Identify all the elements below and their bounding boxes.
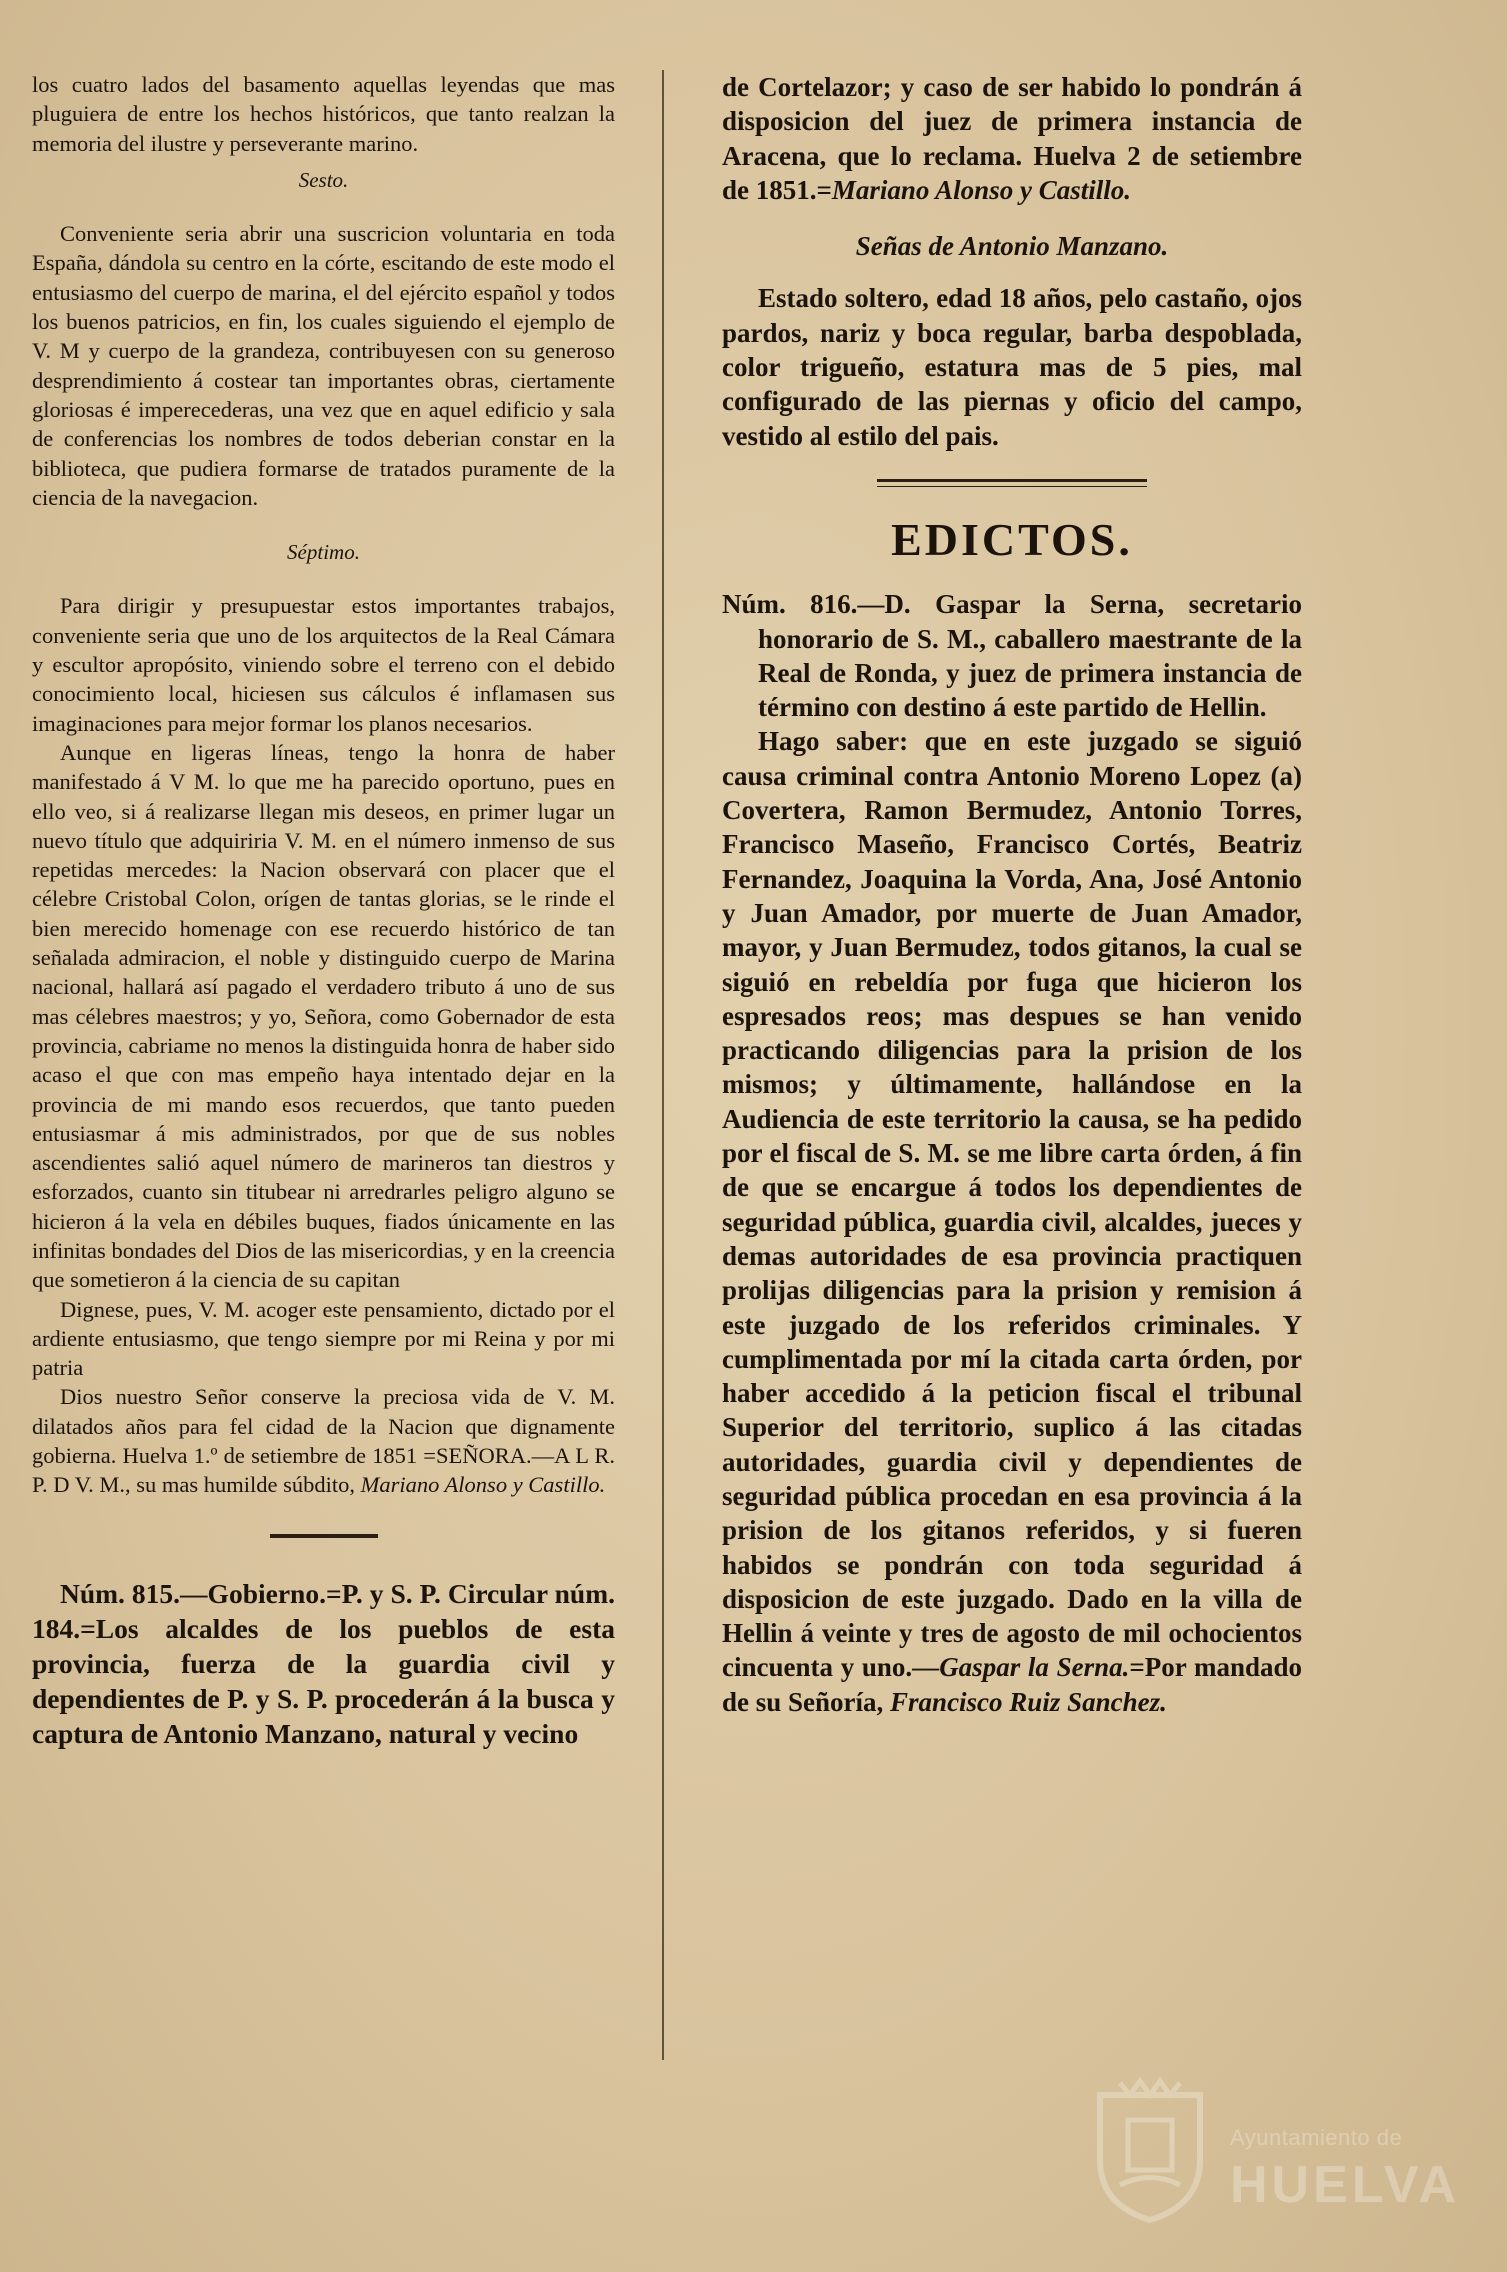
- notice-816-lead: Núm. 816.—: [722, 589, 885, 620]
- notice-815-body: Circular núm. 184.=Los alcaldes de los pueblos de esta provincia, fuerza de la guardia civil y dependientes de P. y S. P. procederán á la busca y captura de Antonio Manzano, natural y vecino: [32, 1577, 615, 1749]
- city-shield-icon: [1090, 2075, 1210, 2225]
- section-heading-sexto: Sesto.: [298, 167, 349, 192]
- closing-text: Dios nuestro Señor conserve la preciosa vida de V. M. dilatados años para fel cidad de la Nacion que dignamente gobierna. Huelva 1.º de setiembre de 1851 =SEÑORA.—A L R. P. D V. M., su mas humilde súbdito,: [32, 1384, 615, 1498]
- watermark-line1: Ayuntamiento de: [1230, 2125, 1403, 2150]
- watermark-line2: HUELVA: [1230, 2156, 1461, 2214]
- signature-mariano-right: Mariano Alonso y Castillo.: [831, 174, 1131, 205]
- left-column: [32, 70, 615, 1751]
- section-divider: [270, 1534, 378, 1538]
- notice-815: [32, 1576, 615, 1751]
- paragraph-hago-saber: [722, 724, 1302, 1719]
- paragraph-closing: [32, 1382, 615, 1499]
- double-divider: [877, 479, 1147, 487]
- notice-816-head: D. Gaspar la Serna, secretario honorario de S. M., caballero maestrante de la Real de Ronda, y juez de primera instancia de término con destino á este partido de Hellin.: [758, 589, 1302, 723]
- por-mandado-text: =Por mandado de su Señoría,: [722, 1652, 1303, 1717]
- cortelazor-text: de Cortelazor; y caso de ser habido lo pondrán á disposicion del juez de primera instancia de Aracena, que lo reclama. Huelva 2 de setiembre de 1851.=: [722, 72, 1302, 205]
- notice-815-lead: Núm. 815.—Gobierno.=P. y S. P.: [60, 1577, 441, 1609]
- column-divider: [662, 70, 664, 2060]
- section-heading-septimo: Séptimo.: [287, 540, 360, 565]
- paragraph-senas: Estado soltero, edad 18 años, pelo castaño, ojos pardos, nariz y boca regular, barba despoblada, color trigueño, estatura mas de 5 pies, mal configurado de las piernas y oficio del campo, vestido al estilo del pais.: [722, 283, 1302, 451]
- paragraph-dignese: Dignese, pues, V. M. acoger este pensamiento, dictado por el ardiente entusiasmo, que tengo siempre por mi Reina y por mi patria: [32, 1296, 615, 1381]
- paragraph-cortelazor: [722, 70, 1302, 207]
- paragraph-suscricion: Conveniente seria abrir una suscricion voluntaria en toda España, dándola su centro en la córte, escitando de este modo el entusiasmo del cuerpo de marina, el del ejército español y todos los buenos patricios, en fin, los cuales siguiendo el ejemplo de V. M y cuerpo de la grandeza, contribuyesen con su generoso desprendimiento á costear tan importantes obras, ciertamente gloriosas é imperecederas, una vez que en aquel edificio y sala de conferencias los nombres de todos deberian constar en la biblioteca, que pudiera formarse de tratados puramente de la ciencia de la navegacion.: [32, 221, 615, 510]
- paragraph-presupuestar: Para dirigir y presupuestar estos importantes trabajos, conveniente seria que uno de los arquitectos de la Real Cámara y escultor apropósito, viniendo sobre el terreno con el debido conocimiento local, hiciesen sus cálculos é inflamasen sus imaginaciones para mejor formar los planos necesarios.: [32, 593, 615, 736]
- archive-watermark: [1090, 2075, 1461, 2225]
- right-column: [722, 70, 1302, 1719]
- hago-saber-text: Hago saber: que en este juzgado se siguió causa criminal contra Antonio Moreno Lopez (a) Covertera, Ramon Bermudez, Antonio Torres, Francisco Maseño, Francisco Cortés, Beatriz Fernandez, Joaquina la Vorda, Ana, José Antonio y Juan Amador, por muerte de Juan Amador, mayor, y Juan Bermudez, todos gitanos, la cual se siguió en rebeldía por fuga que hicieron los espresados reos; mas despues se han venido practicando diligencias para la prision de los mismos; y últimamente, hallándose en la Audiencia de este territorio la causa, se ha pedido por el fiscal de S. M. se me libre carta órden, á fin de que se encargue á todos los dependientes de seguridad pública, guardia civil, alcaldes, jueces y demas autoridades de esa provincia practiquen prolijas diligencias para la prision y remision á este juzgado de los referidos criminales. Y cumplimentada por mí la citada carta órden, por haber accedido á la peticion fiscal el tribunal Superior del territorio, suplico á las citadas autoridades, guardia civil y dependientes de seguridad pública procedan en esa provincia á la prision de los gitanos referidos, y si fueren habidos se pondrán con toda seguridad á disposicion de este juzgado. Dado en la villa de Hellin á veinte y tres de agosto de mil ochocientos cincuenta y uno.—: [722, 726, 1302, 1683]
- notice-816-heading: [722, 587, 1302, 724]
- signature-gaspar: Gaspar la Serna.: [939, 1652, 1130, 1683]
- paragraph-basamento: los cuatro lados del basamento aquellas leyendas que mas pluguiera de entre los hechos históricos, que tanto realzan la memoria del ilustre y perseverante marino.: [32, 72, 615, 156]
- signature-francisco: Francisco Ruiz Sanchez.: [890, 1686, 1167, 1717]
- section-heading-senas: Señas de Antonio Manzano.: [855, 231, 1169, 262]
- signature-mariano: Mariano Alonso y Castillo.: [360, 1472, 606, 1498]
- section-title-edictos: EDICTOS.: [891, 513, 1133, 565]
- paragraph-ligeras-lineas: Aunque en ligeras líneas, tengo la honra de haber manifestado á V M. lo que me ha parecido oportuno, pues en ello veo, si á realizarse llegan mis deseos, en primer lugar un nuevo título que adquiriria V. M. en el número inmenso de sus repetidas mercedes: la Nacion observará con placer que el célebre Cristobal Colon, orígen de tantas glorias, se le rinde el bien merecido homenage con ese recuerdo histórico de tan señalada admiracion, el noble y distinguido cuerpo de Marina nacional, hallará así pagado el verdadero tributo á uno de sus mas célebres maestros; y yo, Señora, como Gobernador de esta provincia, cabriame no menos la distinguida honra de haber sido acaso el que con mas empeño haya intentado dejar en la provincia de mi mando esos recuerdos, que tanto pueden entusiasmar á mis administrados, por que de sus nobles ascendientes salió aquel número de marineros tan diestros y esforzados, cuanto sin titubear ni arredrarles peligro alguno se hicieron á la vela en débiles buques, fiados únicamente en las infinitas bondades del Dios de las misericordias, y en la creencia que sometieron á la ciencia de su capitan: [32, 739, 615, 1293]
